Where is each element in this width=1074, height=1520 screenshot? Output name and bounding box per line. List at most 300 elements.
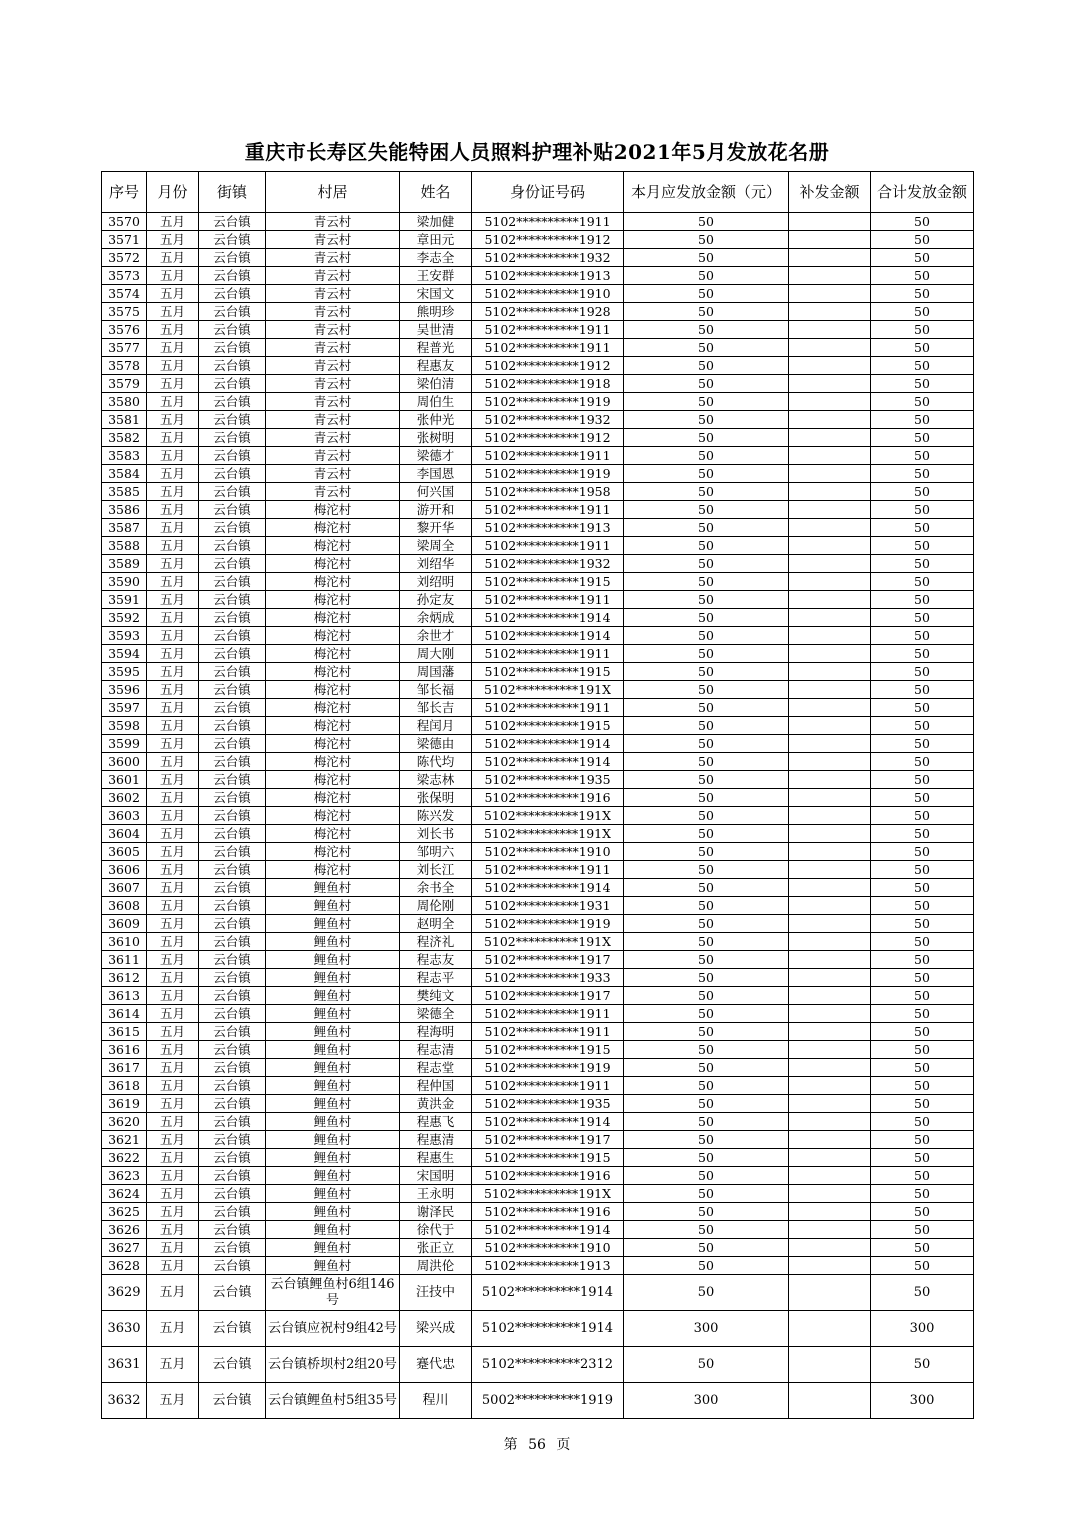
seq-cell: 3607 — [102, 879, 147, 897]
seq-cell: 3612 — [102, 969, 147, 987]
village-cell: 青云村 — [266, 357, 400, 375]
seq-cell: 3628 — [102, 1257, 147, 1275]
name-cell: 程济礼 — [400, 933, 472, 951]
supplement-cell — [789, 555, 871, 573]
name-cell: 李国恩 — [400, 465, 472, 483]
id-number-cell: 5102**********1914 — [472, 879, 624, 897]
total-cell: 50 — [871, 627, 974, 645]
village-cell: 梅沱村 — [266, 771, 400, 789]
id-number-cell: 5102**********1916 — [472, 1203, 624, 1221]
page-footer — [0, 1434, 1074, 1454]
town-cell: 云台镇 — [199, 825, 266, 843]
total-cell: 50 — [871, 987, 974, 1005]
town-cell: 云台镇 — [199, 303, 266, 321]
town-cell: 云台镇 — [199, 267, 266, 285]
seq-cell: 3617 — [102, 1059, 147, 1077]
total-cell: 50 — [871, 861, 974, 879]
table-row — [102, 375, 974, 393]
seq-cell: 3578 — [102, 357, 147, 375]
supplement-cell — [789, 1221, 871, 1239]
amount-due-cell: 50 — [624, 213, 789, 231]
table-row — [102, 663, 974, 681]
seq-cell: 3625 — [102, 1203, 147, 1221]
amount-due-cell: 50 — [624, 537, 789, 555]
amount-due-cell: 50 — [624, 429, 789, 447]
amount-due-cell: 50 — [624, 1077, 789, 1095]
name-cell: 黄洪金 — [400, 1095, 472, 1113]
month-cell: 五月 — [147, 465, 199, 483]
town-cell: 云台镇 — [199, 951, 266, 969]
id-number-cell: 5102**********1915 — [472, 573, 624, 591]
supplement-cell — [789, 465, 871, 483]
village-cell: 梅沱村 — [266, 645, 400, 663]
total-cell: 50 — [871, 879, 974, 897]
amount-due-cell: 50 — [624, 861, 789, 879]
amount-due-cell: 50 — [624, 681, 789, 699]
village-cell: 青云村 — [266, 447, 400, 465]
village-cell: 青云村 — [266, 303, 400, 321]
id-number-cell: 5102**********1910 — [472, 1239, 624, 1257]
supplement-cell — [789, 321, 871, 339]
village-cell: 梅沱村 — [266, 699, 400, 717]
name-cell: 梁加健 — [400, 213, 472, 231]
supplement-cell — [789, 897, 871, 915]
village-cell: 青云村 — [266, 429, 400, 447]
name-cell: 梁周全 — [400, 537, 472, 555]
total-cell: 50 — [871, 933, 974, 951]
town-cell: 云台镇 — [199, 1185, 266, 1203]
id-number-cell: 5102**********1911 — [472, 645, 624, 663]
village-cell: 鲤鱼村 — [266, 951, 400, 969]
name-cell: 熊明珍 — [400, 303, 472, 321]
month-cell: 五月 — [147, 717, 199, 735]
month-cell: 五月 — [147, 429, 199, 447]
town-cell: 云台镇 — [199, 843, 266, 861]
village-cell: 鲤鱼村 — [266, 879, 400, 897]
name-cell: 余书全 — [400, 879, 472, 897]
village-cell: 梅沱村 — [266, 825, 400, 843]
amount-due-cell: 300 — [624, 1311, 789, 1347]
total-cell: 50 — [871, 1239, 974, 1257]
amount-due-cell: 50 — [624, 843, 789, 861]
supplement-cell — [789, 681, 871, 699]
seq-cell: 3592 — [102, 609, 147, 627]
id-number-cell: 5102**********1932 — [472, 411, 624, 429]
seq-cell: 3616 — [102, 1041, 147, 1059]
id-number-cell: 5102**********191X — [472, 825, 624, 843]
month-cell: 五月 — [147, 753, 199, 771]
table-row — [102, 843, 974, 861]
amount-due-cell: 50 — [624, 969, 789, 987]
id-number-cell: 5102**********1915 — [472, 663, 624, 681]
table-row — [102, 1023, 974, 1041]
supplement-cell — [789, 1239, 871, 1257]
table-row — [102, 807, 974, 825]
village-cell: 青云村 — [266, 465, 400, 483]
name-cell: 蹇代忠 — [400, 1347, 472, 1383]
table-row — [102, 303, 974, 321]
table-row — [102, 285, 974, 303]
month-cell: 五月 — [147, 285, 199, 303]
table-row — [102, 591, 974, 609]
seq-cell: 3619 — [102, 1095, 147, 1113]
month-cell: 五月 — [147, 951, 199, 969]
seq-cell: 3598 — [102, 717, 147, 735]
amount-due-cell: 50 — [624, 645, 789, 663]
table-row — [102, 699, 974, 717]
id-number-cell: 5102**********1913 — [472, 1257, 624, 1275]
town-cell: 云台镇 — [199, 285, 266, 303]
village-cell: 鲤鱼村 — [266, 1077, 400, 1095]
total-cell: 50 — [871, 1023, 974, 1041]
name-cell: 张保明 — [400, 789, 472, 807]
id-number-cell: 5102**********191X — [472, 807, 624, 825]
amount-due-cell: 50 — [624, 1203, 789, 1221]
village-cell: 云台镇桥坝村2组20号 — [266, 1347, 400, 1383]
supplement-cell — [789, 285, 871, 303]
total-cell: 50 — [871, 825, 974, 843]
id-number-cell: 5102**********1911 — [472, 591, 624, 609]
id-number-cell: 5102**********1914 — [472, 1221, 624, 1239]
header-seq: 序号 — [102, 172, 147, 213]
month-cell: 五月 — [147, 483, 199, 501]
amount-due-cell: 50 — [624, 1167, 789, 1185]
amount-due-cell: 50 — [624, 753, 789, 771]
month-cell: 五月 — [147, 627, 199, 645]
name-cell: 章田元 — [400, 231, 472, 249]
table-row — [102, 1347, 974, 1383]
table-row — [102, 753, 974, 771]
supplement-cell — [789, 1095, 871, 1113]
town-cell: 云台镇 — [199, 519, 266, 537]
town-cell: 云台镇 — [199, 1149, 266, 1167]
supplement-cell — [789, 879, 871, 897]
table-row — [102, 861, 974, 879]
town-cell: 云台镇 — [199, 321, 266, 339]
name-cell: 陈兴发 — [400, 807, 472, 825]
village-cell: 梅沱村 — [266, 717, 400, 735]
table-row — [102, 969, 974, 987]
amount-due-cell: 50 — [624, 321, 789, 339]
seq-cell: 3615 — [102, 1023, 147, 1041]
table-row — [102, 411, 974, 429]
id-number-cell: 5102**********1935 — [472, 1095, 624, 1113]
month-cell: 五月 — [147, 897, 199, 915]
village-cell: 鲤鱼村 — [266, 1131, 400, 1149]
total-cell: 50 — [871, 843, 974, 861]
id-number-cell: 5102**********1911 — [472, 501, 624, 519]
id-number-cell: 5102**********1911 — [472, 321, 624, 339]
town-cell: 云台镇 — [199, 1005, 266, 1023]
header-village: 村居 — [266, 172, 400, 213]
seq-cell: 3631 — [102, 1347, 147, 1383]
month-cell: 五月 — [147, 1095, 199, 1113]
supplement-cell — [789, 1041, 871, 1059]
total-cell: 50 — [871, 393, 974, 411]
table-row — [102, 1257, 974, 1275]
village-cell: 梅沱村 — [266, 735, 400, 753]
table-row — [102, 393, 974, 411]
name-cell: 梁德由 — [400, 735, 472, 753]
table-row — [102, 735, 974, 753]
total-cell: 50 — [871, 681, 974, 699]
village-cell: 梅沱村 — [266, 861, 400, 879]
total-cell: 50 — [871, 1347, 974, 1383]
village-cell: 鲤鱼村 — [266, 969, 400, 987]
name-cell: 程海明 — [400, 1023, 472, 1041]
village-cell: 青云村 — [266, 411, 400, 429]
supplement-cell — [789, 1167, 871, 1185]
name-cell: 陈代均 — [400, 753, 472, 771]
amount-due-cell: 50 — [624, 987, 789, 1005]
seq-cell: 3587 — [102, 519, 147, 537]
id-number-cell: 5102**********1914 — [472, 1275, 624, 1311]
village-cell: 鲤鱼村 — [266, 1041, 400, 1059]
month-cell: 五月 — [147, 879, 199, 897]
total-cell: 50 — [871, 897, 974, 915]
total-cell: 50 — [871, 1275, 974, 1311]
seq-cell: 3597 — [102, 699, 147, 717]
total-cell: 300 — [871, 1311, 974, 1347]
supplement-cell — [789, 483, 871, 501]
town-cell: 云台镇 — [199, 1041, 266, 1059]
supplement-cell — [789, 699, 871, 717]
total-cell: 50 — [871, 429, 974, 447]
amount-due-cell: 50 — [624, 1095, 789, 1113]
seq-cell: 3621 — [102, 1131, 147, 1149]
table-row — [102, 915, 974, 933]
total-cell: 50 — [871, 645, 974, 663]
name-cell: 邹明六 — [400, 843, 472, 861]
name-cell: 程惠清 — [400, 1131, 472, 1149]
supplement-cell — [789, 1383, 871, 1419]
name-cell: 徐代于 — [400, 1221, 472, 1239]
month-cell: 五月 — [147, 609, 199, 627]
amount-due-cell: 50 — [624, 951, 789, 969]
total-cell: 50 — [871, 339, 974, 357]
supplement-cell — [789, 573, 871, 591]
total-cell: 50 — [871, 573, 974, 591]
town-cell: 云台镇 — [199, 969, 266, 987]
name-cell: 梁兴成 — [400, 1311, 472, 1347]
total-cell: 50 — [871, 789, 974, 807]
seq-cell: 3611 — [102, 951, 147, 969]
name-cell: 周洪伦 — [400, 1257, 472, 1275]
name-cell: 孙定友 — [400, 591, 472, 609]
name-cell: 刘绍明 — [400, 573, 472, 591]
month-cell: 五月 — [147, 213, 199, 231]
id-number-cell: 5102**********1916 — [472, 1167, 624, 1185]
amount-due-cell: 50 — [624, 1149, 789, 1167]
table-row — [102, 501, 974, 519]
total-cell: 50 — [871, 969, 974, 987]
name-cell: 游开和 — [400, 501, 472, 519]
id-number-cell: 5102**********1911 — [472, 1005, 624, 1023]
id-number-cell: 5102**********1911 — [472, 1077, 624, 1095]
name-cell: 周大刚 — [400, 645, 472, 663]
supplement-cell — [789, 1203, 871, 1221]
total-cell: 50 — [871, 1095, 974, 1113]
seq-cell: 3585 — [102, 483, 147, 501]
id-number-cell: 5102**********1915 — [472, 1041, 624, 1059]
month-cell: 五月 — [147, 1149, 199, 1167]
table-row — [102, 267, 974, 285]
name-cell: 张仲光 — [400, 411, 472, 429]
town-cell: 云台镇 — [199, 537, 266, 555]
total-cell: 50 — [871, 1077, 974, 1095]
supplement-cell — [789, 915, 871, 933]
amount-due-cell: 50 — [624, 591, 789, 609]
village-cell: 梅沱村 — [266, 555, 400, 573]
month-cell: 五月 — [147, 357, 199, 375]
name-cell: 程志平 — [400, 969, 472, 987]
name-cell: 何兴国 — [400, 483, 472, 501]
town-cell: 云台镇 — [199, 1167, 266, 1185]
amount-due-cell: 50 — [624, 933, 789, 951]
total-cell: 50 — [871, 555, 974, 573]
total-cell: 50 — [871, 951, 974, 969]
town-cell: 云台镇 — [199, 375, 266, 393]
seq-cell: 3572 — [102, 249, 147, 267]
supplement-cell — [789, 1059, 871, 1077]
total-cell: 50 — [871, 663, 974, 681]
table-row — [102, 447, 974, 465]
total-cell: 50 — [871, 249, 974, 267]
total-cell: 50 — [871, 213, 974, 231]
id-number-cell: 5102**********1933 — [472, 969, 624, 987]
seq-cell: 3591 — [102, 591, 147, 609]
month-cell: 五月 — [147, 1185, 199, 1203]
amount-due-cell: 50 — [624, 501, 789, 519]
supplement-cell — [789, 1347, 871, 1383]
village-cell: 鲤鱼村 — [266, 1095, 400, 1113]
name-cell: 梁德全 — [400, 1005, 472, 1023]
supplement-cell — [789, 951, 871, 969]
supplement-cell — [789, 969, 871, 987]
village-cell: 梅沱村 — [266, 753, 400, 771]
town-cell: 云台镇 — [199, 465, 266, 483]
town-cell: 云台镇 — [199, 429, 266, 447]
month-cell: 五月 — [147, 1221, 199, 1239]
month-cell: 五月 — [147, 789, 199, 807]
seq-cell: 3596 — [102, 681, 147, 699]
name-cell: 程惠生 — [400, 1149, 472, 1167]
amount-due-cell: 50 — [624, 1239, 789, 1257]
id-number-cell: 5102**********1958 — [472, 483, 624, 501]
total-cell: 50 — [871, 231, 974, 249]
table-row — [102, 537, 974, 555]
amount-due-cell: 50 — [624, 465, 789, 483]
amount-due-cell: 50 — [624, 1041, 789, 1059]
amount-due-cell: 50 — [624, 771, 789, 789]
month-cell: 五月 — [147, 375, 199, 393]
table-row — [102, 681, 974, 699]
month-cell: 五月 — [147, 1113, 199, 1131]
month-cell: 五月 — [147, 987, 199, 1005]
town-cell: 云台镇 — [199, 1203, 266, 1221]
month-cell: 五月 — [147, 1077, 199, 1095]
total-cell: 50 — [871, 1221, 974, 1239]
supplement-cell — [789, 861, 871, 879]
month-cell: 五月 — [147, 447, 199, 465]
town-cell: 云台镇 — [199, 681, 266, 699]
id-number-cell: 5102**********1915 — [472, 1149, 624, 1167]
total-cell: 50 — [871, 1257, 974, 1275]
name-cell: 梁志林 — [400, 771, 472, 789]
name-cell: 黎开华 — [400, 519, 472, 537]
seq-cell: 3630 — [102, 1311, 147, 1347]
table-row — [102, 879, 974, 897]
supplement-cell — [789, 1131, 871, 1149]
amount-due-cell: 50 — [624, 519, 789, 537]
id-number-cell: 5102**********1911 — [472, 861, 624, 879]
town-cell: 云台镇 — [199, 897, 266, 915]
month-cell: 五月 — [147, 1311, 199, 1347]
village-cell: 鲤鱼村 — [266, 915, 400, 933]
town-cell: 云台镇 — [199, 1131, 266, 1149]
amount-due-cell: 50 — [624, 357, 789, 375]
supplement-cell — [789, 825, 871, 843]
seq-cell: 3594 — [102, 645, 147, 663]
month-cell: 五月 — [147, 1257, 199, 1275]
seq-cell: 3601 — [102, 771, 147, 789]
table-row — [102, 519, 974, 537]
header-month: 月份 — [147, 172, 199, 213]
seq-cell: 3590 — [102, 573, 147, 591]
amount-due-cell: 50 — [624, 555, 789, 573]
month-cell: 五月 — [147, 1347, 199, 1383]
total-cell: 50 — [871, 501, 974, 519]
table-row — [102, 1185, 974, 1203]
month-cell: 五月 — [147, 1239, 199, 1257]
town-cell: 云台镇 — [199, 411, 266, 429]
total-cell: 50 — [871, 375, 974, 393]
village-cell: 云台镇鲤鱼村6组146号 — [266, 1275, 400, 1311]
month-cell: 五月 — [147, 501, 199, 519]
seq-cell: 3570 — [102, 213, 147, 231]
table-row — [102, 555, 974, 573]
name-cell: 王安群 — [400, 267, 472, 285]
roster-table — [101, 171, 974, 1419]
month-cell: 五月 — [147, 1005, 199, 1023]
total-cell: 50 — [871, 1059, 974, 1077]
name-cell: 周国藩 — [400, 663, 472, 681]
village-cell: 鲤鱼村 — [266, 1203, 400, 1221]
month-cell: 五月 — [147, 681, 199, 699]
total-cell: 50 — [871, 357, 974, 375]
total-cell: 50 — [871, 519, 974, 537]
id-number-cell: 5102**********2312 — [472, 1347, 624, 1383]
total-cell: 50 — [871, 447, 974, 465]
name-cell: 程闰月 — [400, 717, 472, 735]
town-cell: 云台镇 — [199, 1095, 266, 1113]
month-cell: 五月 — [147, 303, 199, 321]
table-row — [102, 933, 974, 951]
town-cell: 云台镇 — [199, 717, 266, 735]
id-number-cell: 5102**********1911 — [472, 339, 624, 357]
amount-due-cell: 50 — [624, 789, 789, 807]
id-number-cell: 5102**********1931 — [472, 897, 624, 915]
village-cell: 鲤鱼村 — [266, 1239, 400, 1257]
amount-due-cell: 50 — [624, 1005, 789, 1023]
supplement-cell — [789, 1257, 871, 1275]
supplement-cell — [789, 267, 871, 285]
seq-cell: 3618 — [102, 1077, 147, 1095]
header-name: 姓名 — [400, 172, 472, 213]
town-cell: 云台镇 — [199, 1239, 266, 1257]
total-cell: 50 — [871, 285, 974, 303]
town-cell: 云台镇 — [199, 789, 266, 807]
